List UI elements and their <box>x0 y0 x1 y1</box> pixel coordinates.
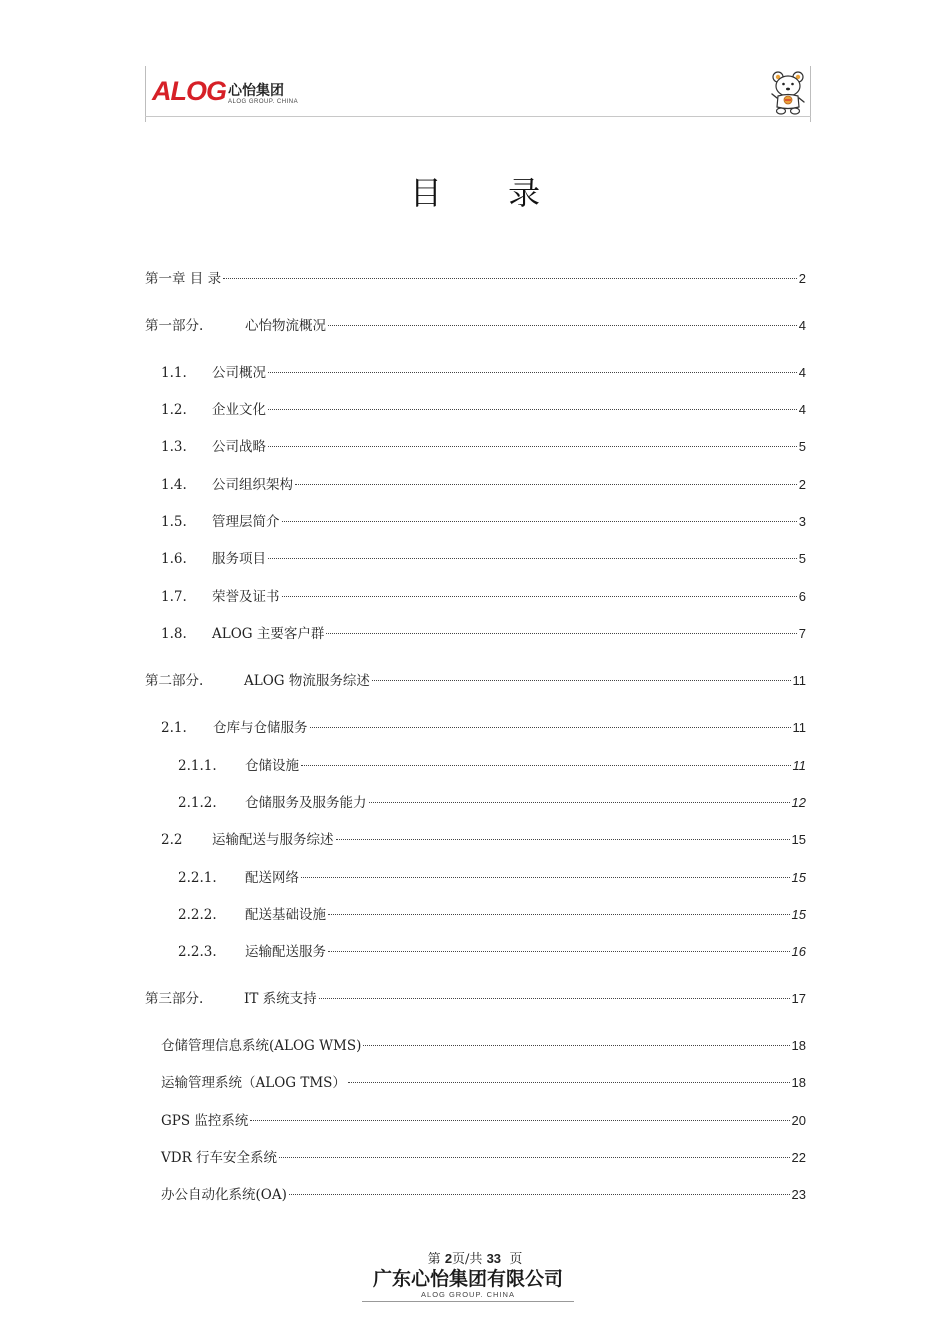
toc-dot-leader <box>282 596 797 597</box>
toc-entry-page: 22 <box>791 1150 806 1165</box>
footer-prefix: 第 <box>427 1252 441 1267</box>
toc-entry-number: 第二部分. <box>145 673 204 689</box>
toc-entry-title: 管理层简介 <box>212 514 280 530</box>
toc-entry-number: 2.2 <box>161 832 183 848</box>
toc-dot-leader <box>268 372 797 373</box>
toc-entry-title: 仓储管理信息系统(ALOG WMS) <box>161 1038 362 1054</box>
toc-entry-page: 11 <box>792 758 806 773</box>
toc-entry-title: 企业文化 <box>212 402 266 418</box>
toc-dot-leader <box>268 409 797 410</box>
toc-dot-leader <box>348 1082 790 1083</box>
logo-chinese-name: 心怡集团 <box>228 83 284 99</box>
footer-suffix: 页 <box>509 1252 523 1267</box>
toc-dot-leader <box>301 765 791 766</box>
toc-entry-title: 运输配送与服务综述 <box>212 832 334 848</box>
toc-entry[interactable] <box>178 868 806 888</box>
toc-entry-title: ALOG 主要客户群 <box>212 626 325 642</box>
toc-entry-title: IT 系统支持 <box>244 991 317 1007</box>
footer-total-pages: 33 <box>486 1251 502 1266</box>
toc-entry[interactable] <box>161 475 806 495</box>
toc-entry[interactable] <box>145 671 806 691</box>
toc-entry-title: 公司战略 <box>212 439 266 455</box>
toc-entry-page: 6 <box>798 589 806 604</box>
toc-entry[interactable] <box>161 1111 806 1131</box>
toc-entry-number: 2.2.1. <box>178 870 217 886</box>
bear-mascot-icon <box>769 69 807 115</box>
toc-entry-title: 运输配送服务 <box>245 944 326 960</box>
toc-entry[interactable] <box>161 1073 806 1093</box>
toc-dot-leader <box>223 278 797 279</box>
toc-entry[interactable] <box>161 830 806 850</box>
toc-dot-leader <box>268 558 797 559</box>
toc-entry[interactable] <box>161 437 806 457</box>
toc-entry-title: 仓库与仓储服务 <box>213 720 308 736</box>
toc-entry-number: 1.1. <box>161 365 187 381</box>
logo-english-name: ALOG GROUP. CHINA <box>228 99 299 105</box>
toc-entry[interactable] <box>161 718 806 738</box>
page-header <box>145 66 811 122</box>
toc-entry-number: 第一章 <box>145 271 186 287</box>
toc-entry-title: 仓储设施 <box>245 758 299 774</box>
toc-entry-title: 运输管理系统（ALOG TMS） <box>161 1075 346 1091</box>
toc-dot-leader <box>279 1157 790 1158</box>
toc-entry-number: 2.2.2. <box>178 907 217 923</box>
toc-entry[interactable] <box>161 400 806 420</box>
toc-entry[interactable] <box>161 587 806 607</box>
toc-dot-leader <box>282 521 797 522</box>
toc-entry-number: 1.6. <box>161 551 187 567</box>
toc-entry[interactable] <box>161 512 806 532</box>
toc-entry-number: 第三部分. <box>145 991 204 1007</box>
toc-entry-title: 办公自动化系统(OA) <box>161 1187 287 1203</box>
toc-entry[interactable] <box>178 793 806 813</box>
toc-dot-leader <box>372 680 791 681</box>
toc-entry-number: 2.2.3. <box>178 944 217 960</box>
toc-entry-page: 2 <box>798 477 806 492</box>
toc-entry-page: 11 <box>792 673 806 688</box>
toc-dot-leader <box>319 998 790 999</box>
toc-dot-leader <box>369 802 790 803</box>
toc-entry[interactable] <box>145 316 806 336</box>
toc-entry[interactable] <box>161 363 806 383</box>
toc-entry-page: 4 <box>798 402 806 417</box>
footer-mid: 页/共 <box>452 1252 483 1267</box>
toc-entry[interactable] <box>178 756 806 776</box>
toc-entry-title: 配送网络 <box>245 870 299 886</box>
toc-entry[interactable] <box>161 1036 806 1056</box>
toc-entry-number: 第一部分. <box>145 318 204 334</box>
toc-entry-number: 2.1.2. <box>178 795 217 811</box>
toc-entry-number: 2.1.1. <box>178 758 217 774</box>
toc-entry-title: 目 录 <box>185 271 222 287</box>
toc-entry-title: ALOG 物流服务综述 <box>244 673 370 689</box>
toc-entry-title: GPS 监控系统 <box>161 1113 249 1129</box>
toc-entry-title: VDR 行车安全系统 <box>161 1150 278 1166</box>
toc-title: 目 录 <box>409 174 569 212</box>
toc-entry-page: 5 <box>798 551 806 566</box>
toc-entry-page: 15 <box>791 832 806 847</box>
toc-entry[interactable] <box>145 989 806 1009</box>
toc-entry-title: 荣誉及证书 <box>212 589 280 605</box>
toc-entry-title: 配送基础设施 <box>245 907 326 923</box>
toc-entry-title: 公司组织架构 <box>212 477 293 493</box>
toc-entry-page: 15 <box>791 907 806 922</box>
toc-entry-page: 2 <box>798 271 806 286</box>
toc-entry-number: 1.2. <box>161 402 187 418</box>
toc-entry-page: 7 <box>798 626 806 641</box>
toc-entry-page: 23 <box>791 1187 806 1202</box>
toc-dot-leader <box>328 951 790 952</box>
header-bottom-rule <box>145 116 811 117</box>
toc-entry-number: 1.7. <box>161 589 187 605</box>
toc-dot-leader <box>301 877 790 878</box>
toc-dot-leader <box>310 727 791 728</box>
toc-dot-leader <box>289 1194 790 1195</box>
toc-dot-leader <box>268 446 797 447</box>
logo-wordmark: ALOG <box>152 76 226 106</box>
toc-entry[interactable] <box>161 624 806 644</box>
toc-entry-number: 1.4. <box>161 477 187 493</box>
toc-entry-page: 18 <box>791 1075 806 1090</box>
company-logo <box>152 78 298 105</box>
toc-dot-leader <box>326 633 796 634</box>
toc-entry-title: 公司概况 <box>212 365 266 381</box>
toc-dot-leader <box>295 484 797 485</box>
toc-entry[interactable] <box>161 1148 806 1168</box>
toc-entry[interactable] <box>161 549 806 569</box>
logo-text-block <box>228 84 298 105</box>
toc-entry-title: 服务项目 <box>212 551 266 567</box>
toc-entry-number: 1.3. <box>161 439 187 455</box>
toc-entry-page: 4 <box>798 365 806 380</box>
toc-entry[interactable] <box>161 1185 806 1205</box>
toc-entry-number: 1.5. <box>161 514 187 530</box>
toc-entry-page: 3 <box>798 514 806 529</box>
footer-company-chinese: 广东心怡集团有限公司 <box>372 1268 563 1290</box>
header-right-rule <box>810 66 811 122</box>
toc-entry-page: 12 <box>791 795 806 810</box>
toc-dot-leader <box>250 1120 789 1121</box>
toc-entry-page: 16 <box>791 944 806 959</box>
toc-dot-leader <box>328 325 797 326</box>
toc-entry[interactable] <box>145 269 806 289</box>
toc-entry-page: 5 <box>798 439 806 454</box>
toc-entry-title: 仓储服务及服务能力 <box>245 795 367 811</box>
toc-entry[interactable] <box>178 905 806 925</box>
toc-entry-page: 17 <box>791 991 806 1006</box>
footer-current-page: 2 <box>444 1251 453 1266</box>
toc-entry-page: 15 <box>791 870 806 885</box>
toc-dot-leader <box>363 1045 789 1046</box>
toc-entry-number: 1.8. <box>161 626 187 642</box>
toc-entry-page: 4 <box>798 318 806 333</box>
toc-entry-number: 2.1. <box>161 720 187 736</box>
toc-entry[interactable] <box>178 942 806 962</box>
page-number-footer <box>0 1248 950 1267</box>
toc-entry-page: 20 <box>791 1113 806 1128</box>
footer-company-english: ALOG GROUP. CHINA <box>421 1290 515 1299</box>
toc-entry-title: 心怡物流概况 <box>245 318 326 334</box>
toc-entry-page: 18 <box>791 1038 806 1053</box>
toc-dot-leader <box>336 839 790 840</box>
footer-company-logo <box>362 1268 574 1302</box>
header-left-rule <box>145 66 146 122</box>
toc-dot-leader <box>328 914 790 915</box>
toc-entry-page: 11 <box>792 720 806 735</box>
